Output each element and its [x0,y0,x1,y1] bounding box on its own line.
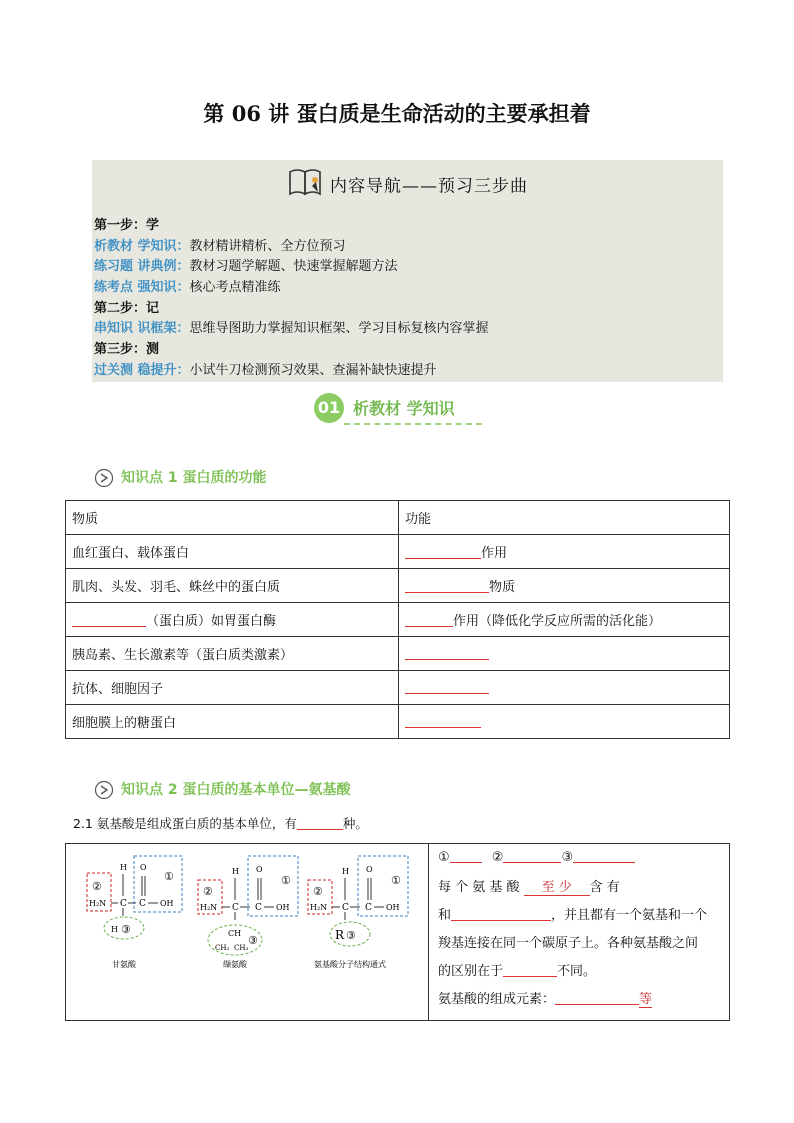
answer-line-3 [438,904,722,923]
marker-3: ③ [346,929,356,942]
glycine-structure [87,856,182,969]
navigation-heading-text: 内容导航——预习三步曲 [330,176,529,197]
step-title [92,216,723,237]
substance-cell [66,535,399,569]
table-header-cell: 物质 [66,501,399,535]
hydrogen-atom: H [120,863,127,872]
step-title-text: 第一步：学 [94,218,160,233]
hydroxyl-group: OH [386,903,400,912]
question-text: 种。 [342,816,368,831]
substance-cell [66,705,399,739]
table-row [66,705,730,739]
step-item [92,278,723,299]
glycine-label: 甘氨酸 [112,960,136,969]
marker-1: ① [164,870,174,883]
knowledge-point-title: 知识点 2 蛋白质的基本单位—氨基酸 [121,782,351,798]
step-title [92,299,723,320]
marker-3: ③ [561,850,574,865]
hydrogen-atom: H [232,867,239,876]
answer-blank[interactable] [555,990,639,1005]
answer-blank[interactable] [451,906,551,921]
hydroxyl-group: OH [276,903,290,912]
methyl-group: CH₃ [215,944,230,952]
steps-list [92,216,723,382]
marker-3: ③ [248,934,258,947]
step-title-text: 第三步：测 [94,342,160,358]
answer-blank[interactable] [450,848,482,863]
step-item-description: 小试牛刀检测预习效果、查漏补缺快速提升 [189,362,437,378]
substance-cell [66,603,399,637]
statement-text: 不同。 [557,964,597,979]
substance-cell [66,569,399,603]
answer-line-2 [438,876,722,896]
function-cell [399,705,730,739]
hydrogen-atom: H [111,925,118,934]
valine-label: 缬氨酸 [223,960,247,969]
hydroxyl-group: OH [160,899,174,908]
step-item [92,257,723,278]
answer-line-4: 羧基连接在同一个碳原子上。各种氨基酸之间 [438,936,699,951]
alpha-carbon: C [342,903,349,913]
substance-text: （蛋白质）如胃蛋白酶 [146,614,277,629]
marker-2: ② [491,850,504,865]
answer-line-1 [438,848,722,865]
statement-text: 的区别在于 [438,964,504,979]
carboxyl-carbon: C [255,903,262,913]
substance-text: 胰岛素、生长激素等（蛋白质类激素） [72,648,294,663]
table-header-row [66,501,730,535]
function-cell [399,535,730,569]
arrow-circle-icon [94,780,114,804]
answer-blank[interactable] [405,612,453,627]
table-row [66,637,730,671]
substance-cell [66,637,399,671]
marker-1: ① [438,850,450,865]
oxygen-atom: O [140,863,147,872]
answer-blank[interactable] [503,962,557,977]
marker-2: ② [203,885,213,898]
marker-1: ① [281,874,291,887]
step-item [92,319,723,340]
section-underline [344,423,482,425]
step-item-label: 串知识 识框架： [94,321,190,337]
answer-blank[interactable] [405,713,481,728]
marker-2: ② [92,880,102,893]
step-item-description: 教材习题学解题、快速掌握解题方法 [189,259,398,275]
hydrogen-atom: H [342,867,349,876]
function-cell [399,569,730,603]
answer-line-6 [438,988,722,1007]
marker-3: ③ [121,923,131,936]
answer-blank[interactable] [405,544,481,559]
knowledge-point-title: 知识点 1 蛋白质的功能 [121,470,267,486]
emphasis-text: 等 [639,992,653,1007]
statement-text: 氨基酸的组成元素： [438,992,556,1007]
carboxyl-carbon: C [365,903,372,913]
step-item-label: 练考点 强知识： [94,280,190,296]
answer-blank[interactable] [503,848,561,863]
emphasis-text: 至 少 [524,876,590,896]
function-cell [399,637,730,671]
marker-2: ② [313,885,323,898]
function-cell [399,603,730,637]
function-cell [399,671,730,705]
section-title: 析教材 学知识 [353,399,455,418]
statement-text: 每 个 氨 基 酸 [438,880,524,895]
step-item-description: 核心考点精准练 [189,280,281,296]
substance-text: 肌肉、头发、羽毛、蛛丝中的蛋白质 [72,580,281,595]
step-item [92,237,723,258]
statement-text: 和 [438,908,452,923]
answer-blank[interactable] [405,578,489,593]
question-2-1 [73,814,368,832]
page-title: 第 06 讲 蛋白质是生命活动的主要承担着 [203,101,591,126]
step-title-text: 第二步：记 [94,300,160,316]
general-formula-label: 氨基酸分子结构通式 [314,960,386,969]
answer-blank[interactable] [405,645,489,660]
amine-group: H₂N [89,899,107,908]
function-text: 作用 [481,546,508,561]
amino-acid-structure-diagram [78,852,423,1012]
step-item-description: 思维导图助力掌握知识框架、学习目标复核内容掌握 [189,321,489,337]
substance-text: 血红蛋白、载体蛋白 [72,546,190,561]
function-text: 物质 [489,580,516,595]
table-header-cell: 功能 [399,501,730,535]
ch-group: CH [228,929,242,938]
content-navigation-box [92,160,723,382]
column-divider [428,844,429,1020]
table-row [66,535,730,569]
valine-structure [198,856,298,969]
amine-group: H₂N [310,903,328,912]
alpha-carbon: C [232,903,239,913]
methyl-group: CH₃ [234,944,249,952]
general-formula-structure [308,856,408,969]
answer-blank[interactable] [72,612,146,627]
answer-line-5 [438,960,722,979]
r-group: R [335,928,345,942]
marker-1: ① [391,874,401,887]
function-text: 作用（降低化学反应所需的活化能） [453,614,662,629]
book-icon [287,166,325,202]
amino-acid-structure-box [65,843,730,1021]
answer-blank[interactable] [297,815,343,830]
alpha-carbon: C [120,899,127,909]
statement-text: 含 有 [589,880,620,895]
step-title [92,340,723,361]
table-row [66,569,730,603]
step-item-label: 练习题 讲典例： [94,259,190,275]
oxygen-atom: O [366,865,373,874]
answer-blank[interactable] [405,679,489,694]
oxygen-atom: O [256,865,263,874]
substance-cell [66,671,399,705]
step-item [92,361,723,382]
navigation-heading [92,166,723,202]
amine-group: H₂N [200,903,218,912]
step-item-label: 析教材 学知识： [94,238,190,254]
table-row [66,603,730,637]
statement-text: ，并且都有一个氨基和一个 [551,908,708,923]
section-number-badge: 01 [314,393,344,423]
protein-function-table [65,500,730,739]
carboxyl-carbon: C [139,899,146,909]
step-item-description: 教材精讲精析、全方位预习 [189,238,346,254]
substance-text: 细胞膜上的糖蛋白 [72,716,177,731]
substance-text: 抗体、细胞因子 [72,682,164,697]
step-item-label: 过关测 稳提升： [94,362,190,378]
arrow-circle-icon [94,468,114,492]
question-text: 2.1 氨基酸是组成蛋白质的基本单位，有 [73,816,297,831]
table-row [66,671,730,705]
answer-blank[interactable] [573,848,635,863]
